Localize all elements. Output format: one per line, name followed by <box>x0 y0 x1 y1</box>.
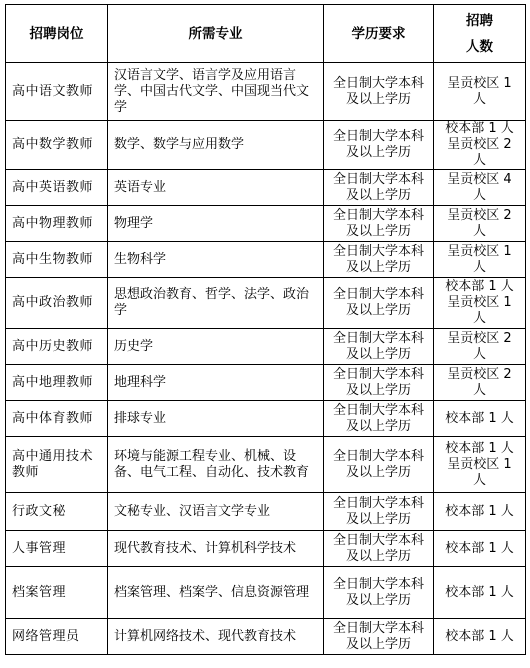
table-row <box>6 493 526 531</box>
education-cell: 全日制大学本科及以上学历 <box>324 206 434 242</box>
count-cell <box>434 401 526 437</box>
table-row <box>6 329 526 365</box>
position-cell: 网络管理员 <box>6 619 108 655</box>
count-line: 呈贡校区 4 人 <box>447 171 512 203</box>
education-cell: 全日制大学本科及以上学历 <box>324 63 434 121</box>
major-cell: 文秘专业、汉语言文学专业 <box>108 493 324 531</box>
table-row <box>6 278 526 329</box>
major-cell: 现代教育技术、计算机科学技术 <box>108 531 324 567</box>
count-line: 呈贡校区 1 人 <box>447 243 512 275</box>
count-line: 校本部 1 人 <box>445 503 514 519</box>
education-cell: 全日制大学本科及以上学历 <box>324 567 434 619</box>
count-line: 校本部 1 人 <box>445 584 514 600</box>
header-position: 招聘岗位 <box>6 5 108 63</box>
major-cell: 生物科学 <box>108 242 324 278</box>
count-line: 校本部 1 人 <box>445 410 514 426</box>
count-cell <box>434 437 526 493</box>
table-row <box>6 401 526 437</box>
count-line: 呈贡校区 1 人 <box>447 75 512 107</box>
count-line: 校本部 1 人 <box>445 628 514 644</box>
position-cell: 高中体育教师 <box>6 401 108 437</box>
count-cell <box>434 170 526 206</box>
education-cell: 全日制大学本科及以上学历 <box>324 242 434 278</box>
count-line: 校本部 1 人 <box>445 121 514 136</box>
table-body <box>6 63 526 655</box>
count-line: 呈贡校区 2 人 <box>447 207 512 239</box>
count-cell <box>434 206 526 242</box>
education-cell: 全日制大学本科及以上学历 <box>324 619 434 655</box>
count-line: 呈贡校区 1 人 <box>447 456 512 488</box>
position-cell: 高中政治教师 <box>6 278 108 329</box>
position-cell: 人事管理 <box>6 531 108 567</box>
education-cell: 全日制大学本科及以上学历 <box>324 329 434 365</box>
education-cell: 全日制大学本科及以上学历 <box>324 401 434 437</box>
position-cell: 高中地理教师 <box>6 365 108 401</box>
major-cell: 地理科学 <box>108 365 324 401</box>
table-row <box>6 437 526 493</box>
header-count <box>434 5 526 63</box>
count-cell <box>434 365 526 401</box>
count-cell <box>434 531 526 567</box>
position-cell: 高中生物教师 <box>6 242 108 278</box>
education-cell: 全日制大学本科及以上学历 <box>324 170 434 206</box>
table-row <box>6 63 526 121</box>
position-cell: 高中语文教师 <box>6 63 108 121</box>
table-row <box>6 121 526 170</box>
education-cell: 全日制大学本科及以上学历 <box>324 531 434 567</box>
recruitment-table <box>5 4 526 655</box>
position-cell: 高中数学教师 <box>6 121 108 170</box>
count-cell <box>434 242 526 278</box>
major-cell: 环境与能源工程专业、机械、设备、电气工程、自动化、技术教育 <box>108 437 324 493</box>
count-cell <box>434 619 526 655</box>
table-row <box>6 619 526 655</box>
count-cell <box>434 63 526 121</box>
position-cell: 高中英语教师 <box>6 170 108 206</box>
header-major: 所需专业 <box>108 5 324 63</box>
major-cell: 数学、数学与应用数学 <box>108 121 324 170</box>
count-cell <box>434 493 526 531</box>
table-row <box>6 242 526 278</box>
count-line: 校本部 1 人 <box>445 440 514 456</box>
education-cell: 全日制大学本科及以上学历 <box>324 493 434 531</box>
count-line: 呈贡校区 1 人 <box>447 295 512 326</box>
position-cell: 档案管理 <box>6 567 108 619</box>
position-cell: 高中通用技术教师 <box>6 437 108 493</box>
header-education: 学历要求 <box>324 5 434 63</box>
major-cell: 物理学 <box>108 206 324 242</box>
major-cell: 思想政治教育、哲学、法学、政治学 <box>108 278 324 329</box>
position-cell: 行政文秘 <box>6 493 108 531</box>
major-cell: 计算机网络技术、现代教育技术 <box>108 619 324 655</box>
table-row <box>6 206 526 242</box>
count-line: 呈贡校区 2 人 <box>447 137 512 168</box>
count-cell <box>434 329 526 365</box>
education-cell: 全日制大学本科及以上学历 <box>324 365 434 401</box>
table-row <box>6 365 526 401</box>
count-cell <box>434 121 526 170</box>
major-cell: 英语专业 <box>108 170 324 206</box>
table-header-row <box>6 5 526 63</box>
major-cell: 档案管理、档案学、信息资源管理 <box>108 567 324 619</box>
header-count-line1: 招聘 <box>466 12 493 29</box>
position-cell: 高中物理教师 <box>6 206 108 242</box>
table-row <box>6 170 526 206</box>
count-cell <box>434 278 526 329</box>
position-cell: 高中历史教师 <box>6 329 108 365</box>
table-row <box>6 567 526 619</box>
count-line: 校本部 1 人 <box>445 540 514 556</box>
count-line: 校本部 1 人 <box>445 279 514 294</box>
count-line: 呈贡校区 2 人 <box>447 366 512 398</box>
count-cell <box>434 567 526 619</box>
major-cell: 历史学 <box>108 329 324 365</box>
education-cell: 全日制大学本科及以上学历 <box>324 437 434 493</box>
table-row <box>6 531 526 567</box>
major-cell: 排球专业 <box>108 401 324 437</box>
count-line: 呈贡校区 2 人 <box>447 330 512 362</box>
header-count-line2: 人数 <box>466 38 493 55</box>
education-cell: 全日制大学本科及以上学历 <box>324 278 434 329</box>
education-cell: 全日制大学本科及以上学历 <box>324 121 434 170</box>
major-cell: 汉语言文学、语言学及应用语言学、中国古代文学、中国现当代文学 <box>108 63 324 121</box>
